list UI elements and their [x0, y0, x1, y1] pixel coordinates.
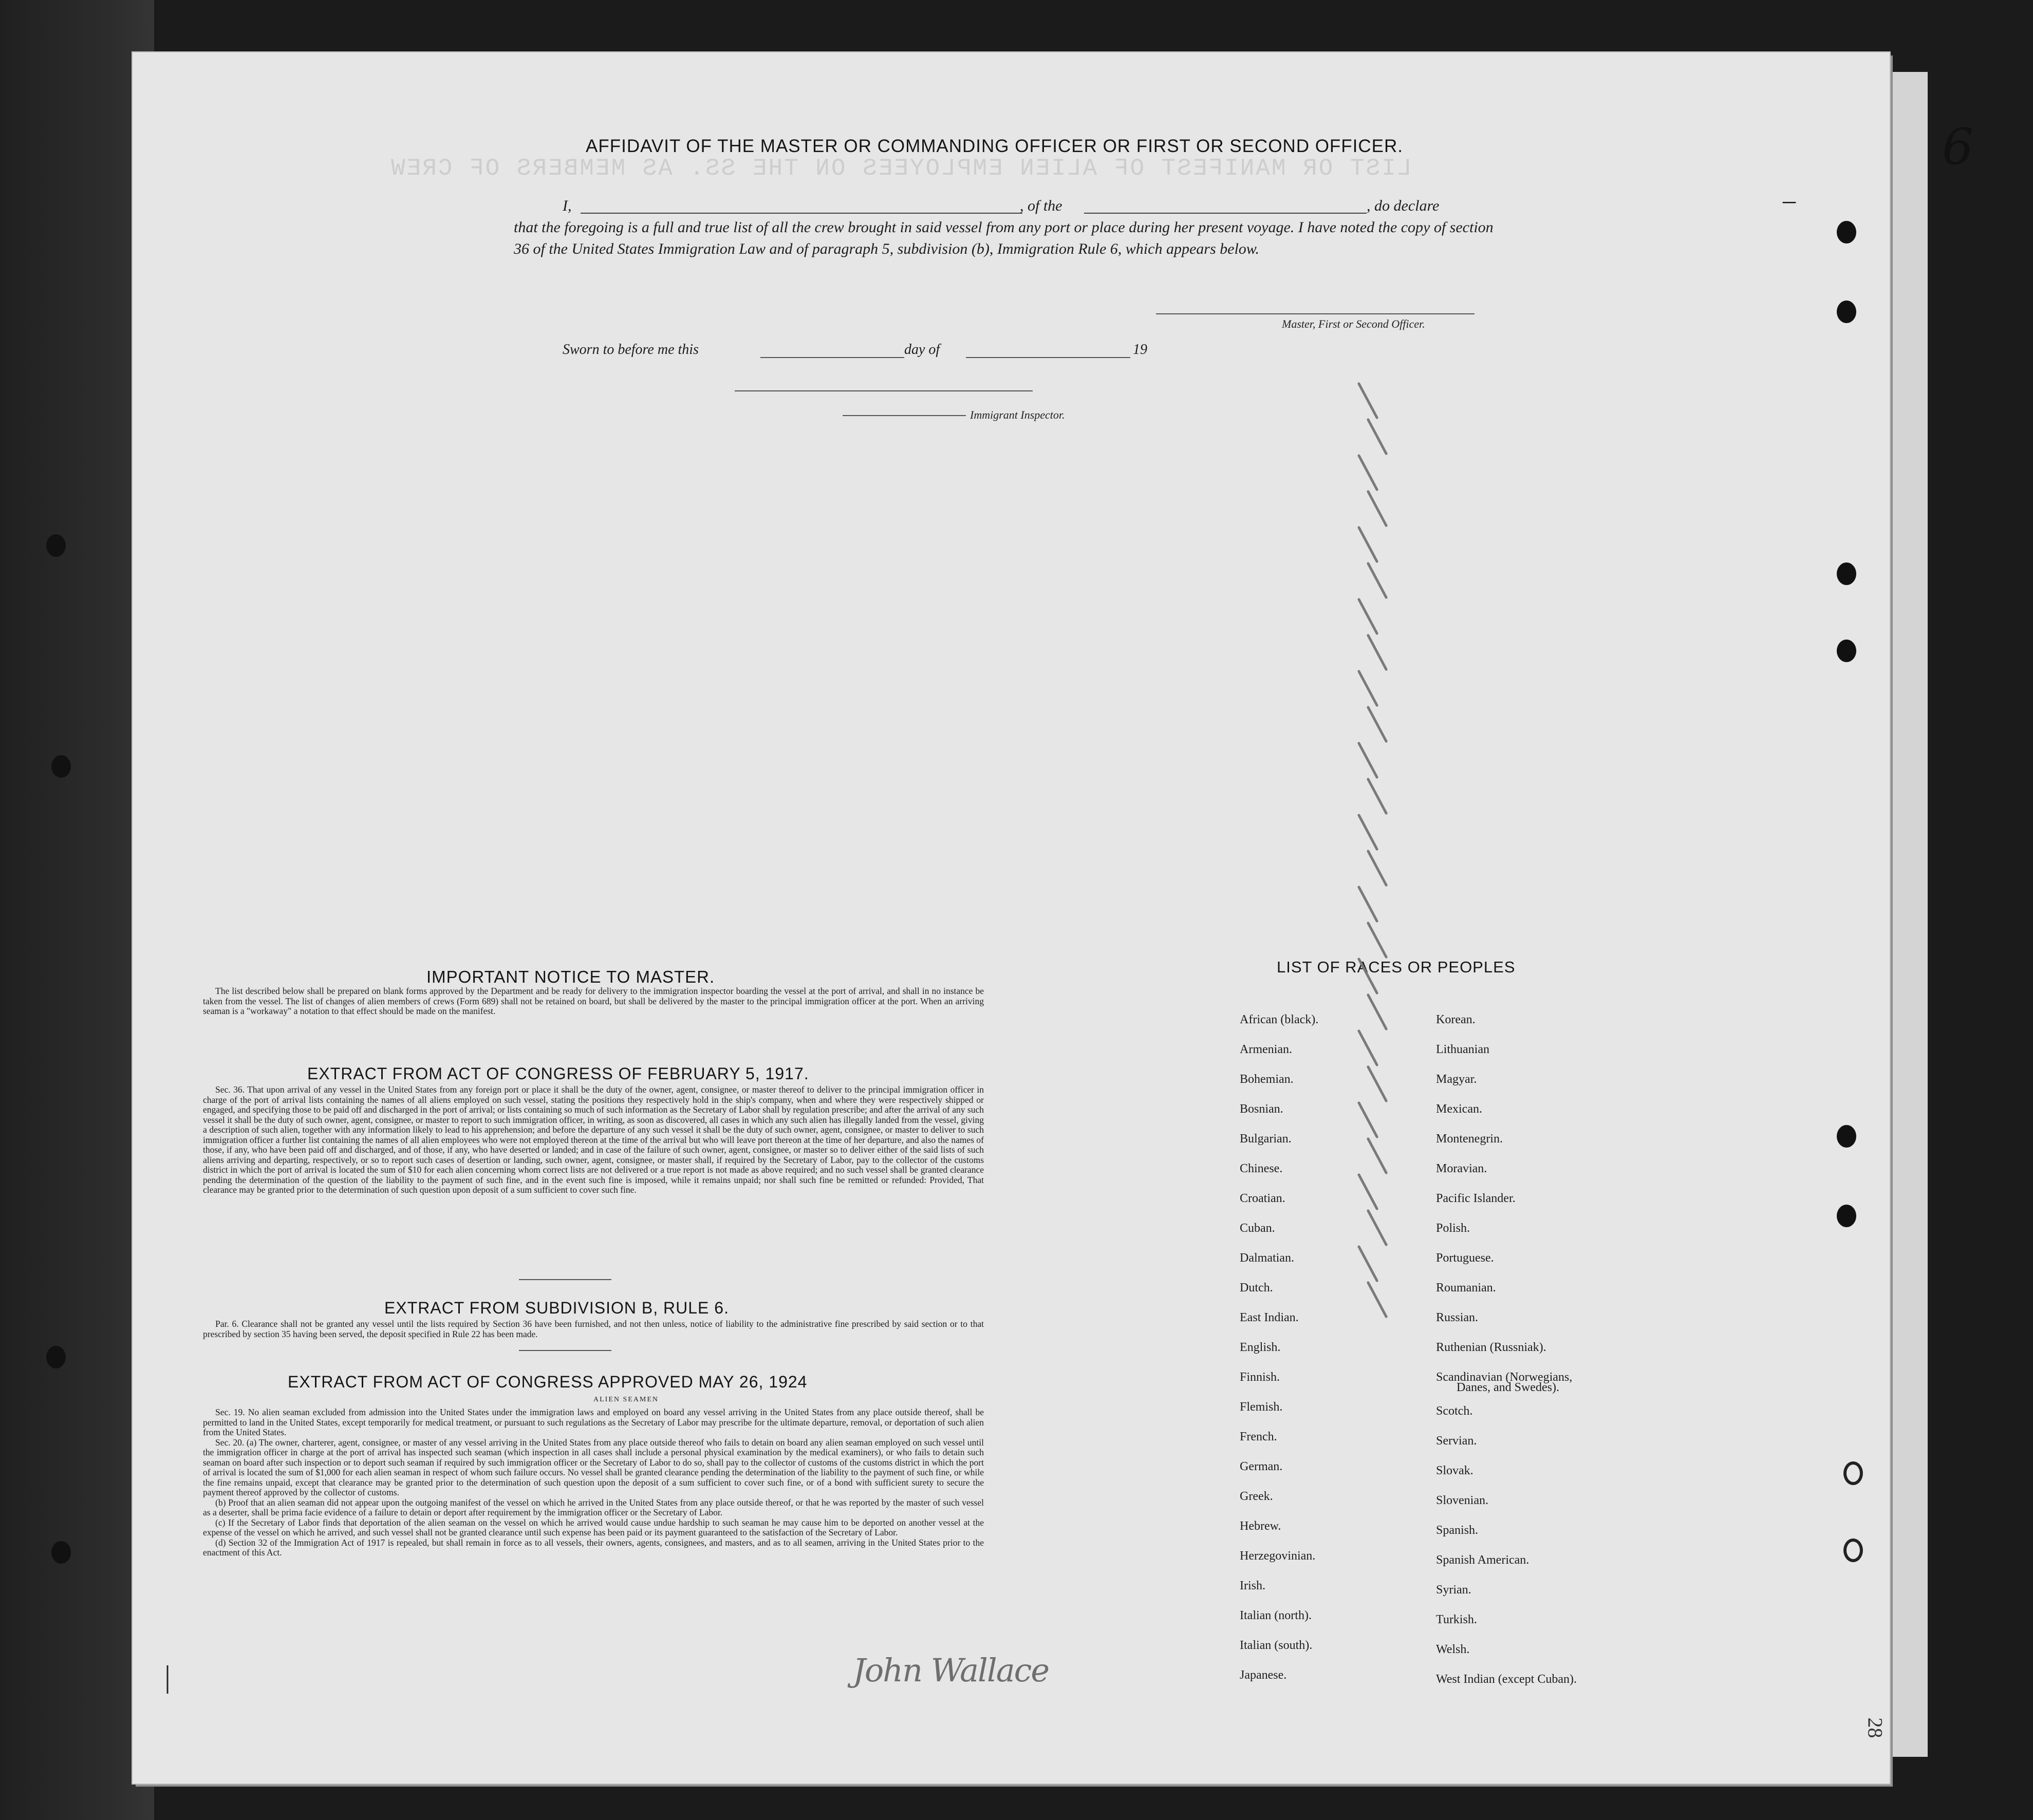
alien-seamen-subtitle: ALIEN SEAMEN	[593, 1396, 659, 1403]
race-item: Polish.	[1436, 1222, 1470, 1235]
race-item: Turkish.	[1436, 1613, 1477, 1626]
race-item: Slovenian.	[1436, 1494, 1488, 1507]
race-item: Bulgarian.	[1240, 1132, 1292, 1146]
punch-hole	[1837, 221, 1856, 243]
race-item: Mexican.	[1436, 1102, 1482, 1116]
race-item: Scotch.	[1436, 1404, 1473, 1418]
sworn-day-of: day of	[904, 342, 940, 358]
extract-1924-title: EXTRACT FROM ACT OF CONGRESS APPROVED MAY 26, 1924	[288, 1373, 808, 1391]
race-item: Flemish.	[1240, 1400, 1283, 1414]
race-item: German.	[1240, 1460, 1283, 1473]
extract-1924-sec20c: (c) If the Secretary of Labor finds that deportation of the alien seaman on the vessel on which he arrived would cause undue hardship to such seaman he may cause him to be deported on another vessel at the expense of the vessel on which he arrived, and such vessel shall not be granted clearance until such expense has been paid or its payment guaranteed to the satisfaction of the Secretary of Labor.	[203, 1517, 984, 1537]
race-item: Servian.	[1436, 1434, 1477, 1448]
section-divider	[519, 1279, 611, 1280]
race-item: Spanish.	[1436, 1524, 1479, 1537]
race-item: East Indian.	[1240, 1311, 1299, 1324]
race-item: Korean.	[1436, 1013, 1476, 1026]
race-item: Hebrew.	[1240, 1519, 1281, 1533]
extract-1917-paragraph: Sec. 36. That upon arrival of any vessel in the United States from any foreign port or place it shall be the duty of the owner, agent, consignee, or master thereof to deliver to the principal immigration officer in charge of the port of arrival lists containing the names of all aliens employed on such vessel, stating the positions they respectively hold in the ship's company, when and where they were respectively shipped or engaged, and specifying those to be paid off and discharged in the port of arrival; or lists containing so much of such information as the Secretary of Labor shall by regulation prescribe; and after the arrival of any such vessel it shall be the duty of such owner, agent, consignee, or master to report to such immigration officer, in writing, as soon as discovered, all cases in which any such alien has illegally landed from the vessel, giving a description of such alien, together with any information likely to lead to his apprehension; and before the departure of any such vessel it shall be the duty of such owner, agent, consignee, or master to deliver to such immigration officer a further list containing the names of all alien employees who were not employed thereon at the time of the arrival but who will leave port thereon at the time of her departure, and also the names of those, if any, who have been paid off and discharged, and of those, if any, who have deserted or landed; and in case of the failure of such owner, agent, consignee, or master so to deliver either of the said lists of such aliens arriving and departing, respectively, or so to report such cases of desertion or landing, such owner, agent, consignee, or master shall, if required by the Secretary of Labor, pay to the collector of the customs district in which the port of arrival is located the sum of $10 for each alien concerning whom correct lists are not delivered or a true report is not made as above required; and no such vessel shall be granted clearance pending the determination of the question of the liability to the payment of such fine, and in the event such fine is imposed, while it remains unpaid; nor shall such fine be remitted or refunded: Provided, That clearance may be granted prior to the determination of such question upon deposit of a sum sufficient to cover such fine.	[203, 1084, 984, 1195]
punch-hole	[1843, 1538, 1863, 1562]
punch-hole	[1837, 640, 1856, 662]
race-item: Chinese.	[1240, 1162, 1283, 1175]
races-title: LIST OF RACES OR PEOPLES	[1277, 958, 1516, 976]
race-item: Greek.	[1240, 1490, 1273, 1503]
race-item: Dutch.	[1240, 1281, 1273, 1294]
extract-1924-text	[203, 1408, 984, 1558]
race-item: African (black).	[1240, 1013, 1319, 1026]
race-item: Slovak.	[1436, 1464, 1474, 1477]
race-continuation: Danes, and Swedes).	[1457, 1381, 1559, 1394]
race-item: English.	[1240, 1341, 1281, 1354]
punch-hole	[1837, 1125, 1856, 1148]
sworn-month-blank	[966, 357, 1130, 358]
handwritten-signature: John Wallace	[853, 1652, 1049, 1689]
extract-1924-sec19: Sec. 19. No alien seaman excluded from admission into the United States under the immigration laws and employed on board any vessel arriving in the United States from any place outside thereof, shall be permitted to land in the United States, except temporarily for medical treatment, or pursuant to such regulations as the Secretary of Labor may prescribe for the ultimate departure, removal, or deportation of such alien from the United States.	[203, 1407, 984, 1437]
handwritten-page-number: 6	[1942, 118, 1974, 176]
race-item: Spanish American.	[1436, 1553, 1530, 1567]
race-item: Bohemian.	[1240, 1073, 1294, 1086]
race-item: Scandinavian (Norwegians,	[1436, 1371, 1573, 1384]
extract-1924-sec20d: (d) Section 32 of the Immigration Act of 1917 is repealed, but shall remain in force as to all vessels, their owners, agents, consignees, and masters, and as to all seamen, arriving in the United States prior to the enactment of this Act.	[203, 1537, 984, 1558]
extract-rule6-paragraph: Par. 6. Clearance shall not be granted any vessel until the lists required by Section 36 have been furnished, and not then unless, notice of liability to the administrative fine prescribed by said section or to that prescribed by section 35 having been served, the deposit specified in Rule 22 has been made.	[203, 1319, 984, 1339]
scanner-background	[0, 0, 154, 1820]
punch-hole	[46, 534, 66, 557]
master-caption: Master, First or Second Officer.	[1282, 317, 1425, 330]
race-item: Moravian.	[1436, 1162, 1487, 1175]
race-item: Herzegovinian.	[1240, 1549, 1316, 1563]
vessel-blank	[1084, 199, 1367, 214]
punch-hole	[46, 1346, 66, 1368]
race-item: Magyar.	[1436, 1073, 1477, 1086]
punch-hole	[1837, 562, 1856, 585]
race-item: Cuban.	[1240, 1222, 1275, 1235]
sworn-day-blank	[760, 357, 904, 358]
punch-hole	[1837, 1205, 1856, 1227]
name-blank	[581, 199, 1022, 214]
extract-1924-sec20b: (b) Proof that an alien seaman did not appear upon the outgoing manifest of the vessel on which he arrived in the United States from any place outside thereof, or that he was reported by the master of such vessel as a deserter, shall be prima facie evidence of a failure to detain or deport after requirement by the immigration officer or the Secretary of Labor.	[203, 1497, 984, 1517]
sworn-prefix: Sworn to before me this	[563, 342, 699, 358]
affidavit-text: that the foregoing is a full and true list of all the crew brought in said vessel from any port or place during her present voyage. I have noted the copy of section 36 of the United States Immigration Law and of paragraph 5, subdivision (b), Immigration Rule 6, which appears below.	[514, 219, 1494, 257]
race-item: West Indian (except Cuban).	[1436, 1673, 1577, 1686]
inspector-line-2	[843, 415, 966, 416]
affidavit-do-declare: , do declare	[1367, 197, 1440, 214]
extract-1917-text	[203, 1085, 984, 1195]
pen-mark-left: |	[164, 1660, 171, 1694]
extract-rule6-text	[203, 1319, 984, 1339]
punch-hole	[51, 1541, 71, 1564]
race-item: Italian (south).	[1240, 1639, 1313, 1652]
extract-1924-sec20a: Sec. 20. (a) The owner, charterer, agent, consignee, or master of any vessel arriving in the United States from any place outside thereof who fails to detain on board any alien seaman employed on such vessel until the immigration officer in charge at the port of arrival has inspected such seaman (which inspection in all cases shall include a personal physical examination by the medical examiners), or who fails to detain such seaman on board after such inspection or to deport such seaman if required by such immigration officer or the Secretary of Labor to do so, shall pay to the collector of customs of the customs district in which the port of arrival is located the sum of $1,000 for each alien seaman in respect of whom such failure occurs. No vessel shall be granted clearance pending the determination of the liability to the payment of such fine, or while the fine remains unpaid, except that clearance may be granted prior to the determination of such question upon the deposit of a sum sufficient to cover such fine, or of a bond with sufficient surety to secure the payment thereof approved by the collector of customs.	[203, 1437, 984, 1497]
race-item: Ruthenian (Russniak).	[1436, 1341, 1546, 1354]
race-item: Portuguese.	[1436, 1251, 1494, 1265]
inspector-signature-line	[735, 390, 1033, 391]
affidavit-title: AFFIDAVIT OF THE MASTER OR COMMANDING OFFICER OR FIRST OR SECOND OFFICER.	[586, 136, 1404, 156]
bleed-through-header: LIST OR MANIFEST OF ALIEN EMPLOYEES ON THE SS. AS MEMBERS OF CREW	[389, 155, 1412, 182]
race-item: Armenian.	[1240, 1043, 1292, 1056]
race-item: Roumanian.	[1436, 1281, 1496, 1294]
race-item: French.	[1240, 1430, 1277, 1443]
extract-1917-title: EXTRACT FROM ACT OF CONGRESS OF FEBRUARY 5, 1917.	[307, 1064, 809, 1083]
extract-rule6-title: EXTRACT FROM SUBDIVISION B, RULE 6.	[384, 1299, 729, 1317]
notice-title: IMPORTANT NOTICE TO MASTER.	[426, 967, 715, 986]
race-item: Welsh.	[1436, 1643, 1470, 1656]
affidavit-of-the: , of the	[1020, 197, 1062, 214]
notice-text	[203, 986, 984, 1017]
margin-number: 28	[1863, 1717, 1887, 1738]
race-item: Montenegrin.	[1436, 1132, 1503, 1146]
affidavit-body	[514, 195, 1505, 260]
sworn-year: 19	[1133, 342, 1147, 358]
punch-hole	[1843, 1461, 1863, 1485]
section-divider	[519, 1350, 611, 1351]
race-item: Lithuanian	[1436, 1043, 1489, 1056]
race-item: Russian.	[1436, 1311, 1479, 1324]
inspector-caption: Immigrant Inspector.	[970, 408, 1065, 421]
race-item: Pacific Islander.	[1436, 1192, 1516, 1205]
notice-paragraph: The list described below shall be prepared on blank forms approved by the Department and be ready for delivery to the immigration inspector boarding the vessel at the port of arrival, and shall in no instance be taken from the vessel. The list of changes of alien members of crews (Form 689) shall not be retained on board, but shall be delivered by the master to the principal immigration officer at the port. When an arriving seaman is a "workaway" a notation to that effect should be made on the manifest.	[203, 986, 984, 1016]
race-item: Dalmatian.	[1240, 1251, 1294, 1265]
race-item: Croatian.	[1240, 1192, 1285, 1205]
master-signature-line	[1156, 313, 1475, 314]
affidavit-i: I,	[563, 197, 572, 214]
race-item: Italian (north).	[1240, 1609, 1312, 1622]
punch-hole	[51, 755, 71, 778]
race-item: Finnish.	[1240, 1371, 1280, 1384]
pen-dash: –	[1783, 185, 1796, 214]
race-item: Bosnian.	[1240, 1102, 1283, 1116]
race-item: Irish.	[1240, 1579, 1265, 1592]
punch-hole	[1837, 301, 1856, 323]
race-item: Syrian.	[1436, 1583, 1471, 1597]
race-item: Japanese.	[1240, 1668, 1287, 1682]
